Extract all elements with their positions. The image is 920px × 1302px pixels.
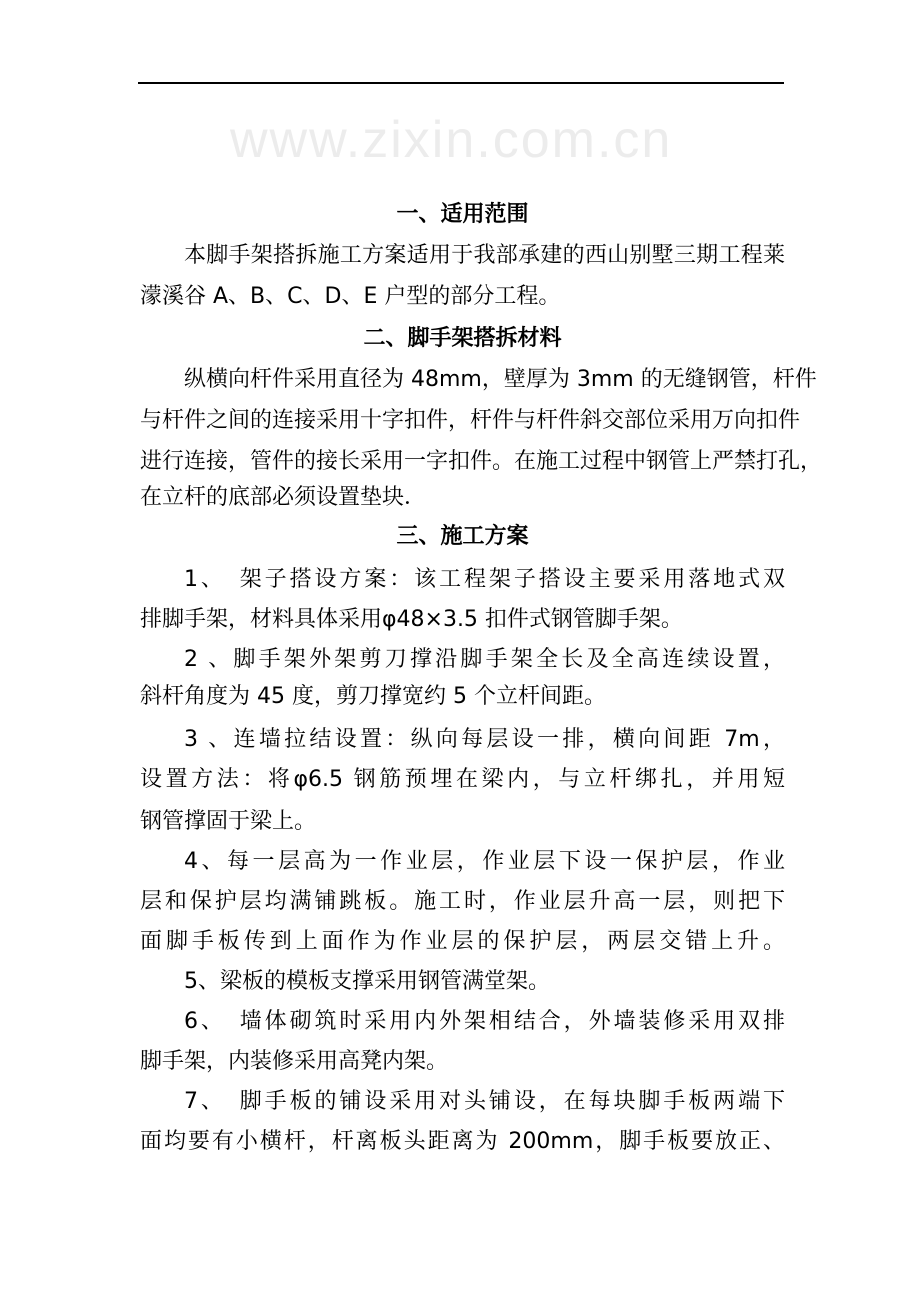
header-rule <box>138 82 784 84</box>
paragraph-line: 纵横向杆件采用直径为 48mm，壁厚为 3mm 的无缝钢管，杆件 <box>184 367 817 392</box>
paragraph-line: 排脚手架，材料具体采用φ48×3.5 扣件式钢管脚手架。 <box>140 607 683 632</box>
paragraph-line: 濛溪谷 A、B、C、D、E 户型的部分工程。 <box>140 284 561 309</box>
paragraph-line: 斜杆角度为 45 度，剪刀撑宽约 5 个立杆间距。 <box>140 684 606 709</box>
section-heading-scope: 一、适用范围 <box>396 202 529 227</box>
paragraph-line: 5、梁板的模板支撑采用钢管满堂架。 <box>184 969 550 994</box>
paragraph-line: 4、每一层高为一作业层，作业层下设一保护层，作业 <box>184 849 785 874</box>
paragraph-line: 本脚手架搭拆施工方案适用于我部承建的西山别墅三期工程莱 <box>184 243 785 268</box>
section-heading-materials: 二、脚手架搭拆材料 <box>363 326 562 351</box>
paragraph-line: 在立杆的底部必须设置垫块． <box>140 485 427 510</box>
paragraph-line: 脚手架，内装修采用高凳内架。 <box>140 1049 449 1074</box>
paragraph-line: 2 、脚手架外架剪刀撑沿脚手架全长及全高连续设置， <box>184 647 785 672</box>
paragraph-line: 6、 墙体砌筑时采用内外架相结合，外墙装修采用双排 <box>184 1009 785 1034</box>
watermark: www.zixin.com.cn <box>230 111 673 169</box>
paragraph-line: 层和保护层均满铺跳板。施工时，作业层升高一层，则把下 <box>140 889 785 914</box>
paragraph-line: 钢管撑固于梁上。 <box>140 809 317 834</box>
paragraph-line: 3 、连墙拉结设置：纵向每层设一排，横向间距 7m， <box>184 727 785 752</box>
paragraph-line: 设置方法：将φ6.5 钢筋预埋在梁内，与立杆绑扎，并用短 <box>140 767 785 792</box>
paragraph-line: 面脚手板传到上面作为作业层的保护层，两层交错上升。 <box>140 929 785 954</box>
paragraph-line: 1、 架子搭设方案：该工程架子搭设主要采用落地式双 <box>184 567 785 592</box>
paragraph-line: 面均要有小横杆，杆离板头距离为 200mm，脚手板要放正、 <box>140 1129 785 1154</box>
paragraph-line: 7、 脚手板的铺设采用对头铺设，在每块脚手板两端下 <box>184 1089 785 1114</box>
section-heading-plan: 三、施工方案 <box>396 524 529 549</box>
paragraph-line: 与杆件之间的连接采用十字扣件，杆件与杆件斜交部位采用万向扣件 <box>140 408 801 433</box>
paragraph-line: 进行连接，管件的接长采用一字扣件。在施工过程中钢管上严禁打孔， <box>140 449 823 474</box>
